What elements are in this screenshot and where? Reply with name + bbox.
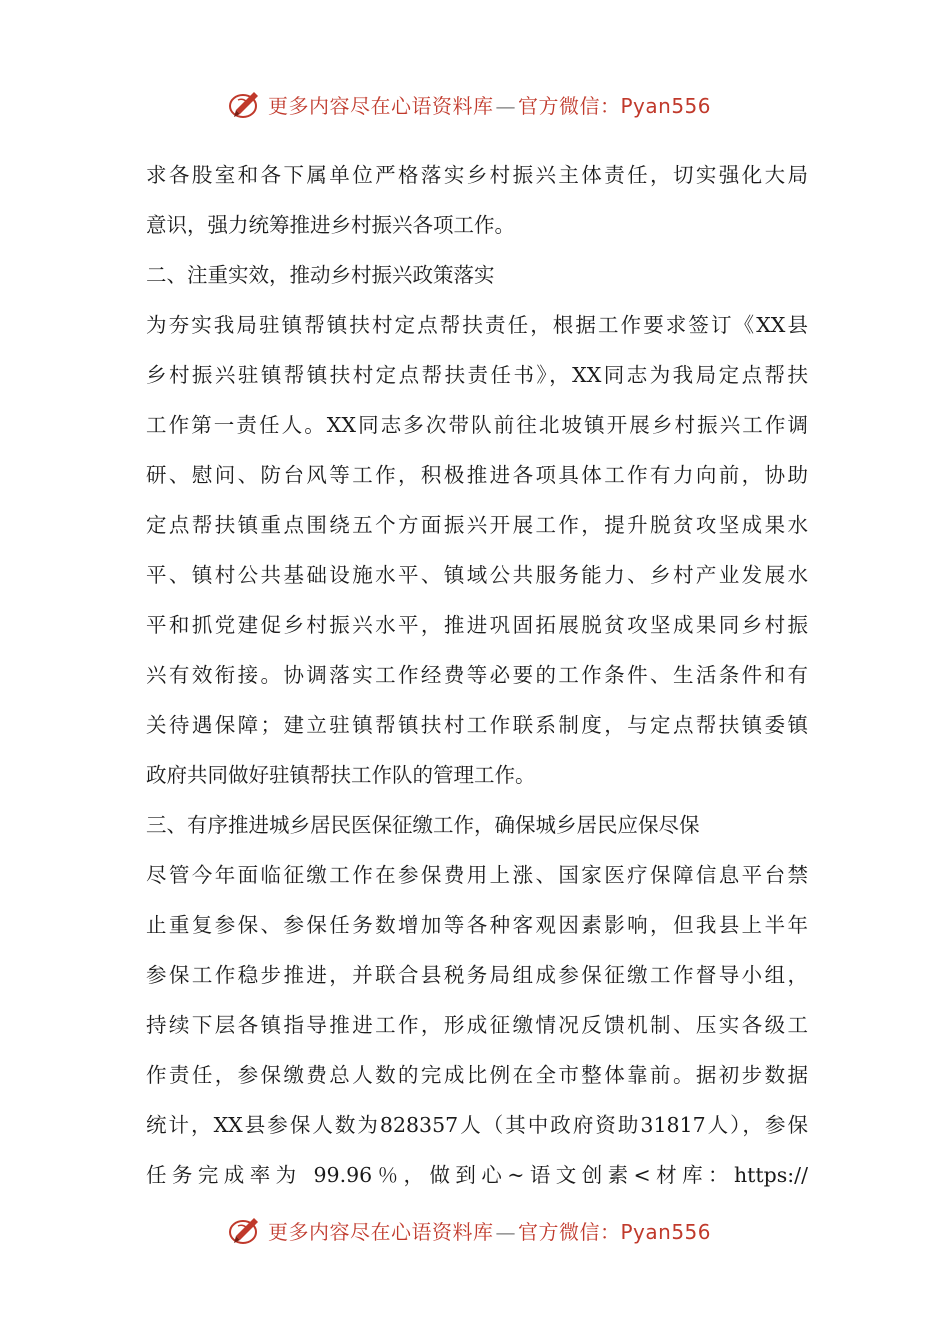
watermark-id: Pyan556 bbox=[620, 1219, 712, 1244]
body-line: 尽管今年面临征缴工作在参保费用上涨、国家医疗保障信息平台禁 bbox=[146, 863, 808, 887]
section-heading-2: 二、注重实效，推动乡村振兴政策落实 bbox=[146, 263, 495, 287]
watermark-separator: — bbox=[495, 1219, 516, 1244]
pen-logo-icon bbox=[228, 86, 264, 122]
watermark-label: 官方微信： bbox=[518, 1219, 621, 1244]
watermark-separator: — bbox=[495, 93, 516, 118]
body-line: 求各股室和各下属单位严格落实乡村振兴主体责任，切实强化大局 bbox=[146, 163, 808, 187]
pen-logo-icon bbox=[228, 1212, 264, 1248]
body-line: 任务完成率为 99.96％，做到心~语文创素<材库：https:// bbox=[146, 1163, 808, 1187]
body-line: 参保工作稳步推进，并联合县税务局组成参保征缴工作督导小组， bbox=[146, 963, 808, 987]
watermark-text: 更多内容尽在心语资料库 bbox=[268, 1219, 494, 1244]
body-line: 为夯实我局驻镇帮镇扶村定点帮扶责任，根据工作要求签订《XX县 bbox=[146, 313, 808, 337]
body-line: 止重复参保、参保任务数增加等各种客观因素影响，但我县上半年 bbox=[146, 913, 808, 937]
body-line: 统计，XX县参保人数为828357人（其中政府资助31817人），参保 bbox=[146, 1113, 808, 1137]
watermark-text: 更多内容尽在心语资料库 bbox=[268, 93, 494, 118]
body-line: 关待遇保障；建立驻镇帮镇扶村工作联系制度，与定点帮扶镇委镇 bbox=[146, 713, 808, 737]
watermark-label: 官方微信： bbox=[518, 93, 621, 118]
watermark-footer bbox=[228, 1210, 711, 1250]
body-line: 乡村振兴驻镇帮镇扶村定点帮扶责任书》，XX同志为我局定点帮扶 bbox=[146, 363, 808, 387]
body-line: 兴有效衔接。协调落实工作经费等必要的工作条件、生活条件和有 bbox=[146, 663, 808, 687]
watermark-id: Pyan556 bbox=[620, 93, 712, 118]
body-line: 研、慰问、防台风等工作，积极推进各项具体工作有力向前，协助 bbox=[146, 463, 808, 487]
body-line: 意识，强力统筹推进乡村振兴各项工作。 bbox=[146, 213, 515, 237]
document-body bbox=[146, 150, 808, 1200]
body-line: 平和抓党建促乡村振兴水平，推进巩固拓展脱贫攻坚成果同乡村振 bbox=[146, 613, 808, 637]
body-line: 工作第一责任人。XX同志多次带队前往北坡镇开展乡村振兴工作调 bbox=[146, 413, 808, 437]
body-line: 作责任，参保缴费总人数的完成比例在全市整体靠前。据初步数据 bbox=[146, 1063, 808, 1087]
body-line: 定点帮扶镇重点围绕五个方面振兴开展工作，提升脱贫攻坚成果水 bbox=[146, 513, 808, 537]
watermark-header bbox=[228, 84, 711, 124]
body-line: 平、镇村公共基础设施水平、镇域公共服务能力、乡村产业发展水 bbox=[146, 563, 808, 587]
body-line: 政府共同做好驻镇帮扶工作队的管理工作。 bbox=[146, 763, 536, 787]
section-heading-3: 三、有序推进城乡居民医保征缴工作，确保城乡居民应保尽保 bbox=[146, 813, 700, 837]
body-line: 持续下层各镇指导推进工作，形成征缴情况反馈机制、压实各级工 bbox=[146, 1013, 808, 1037]
